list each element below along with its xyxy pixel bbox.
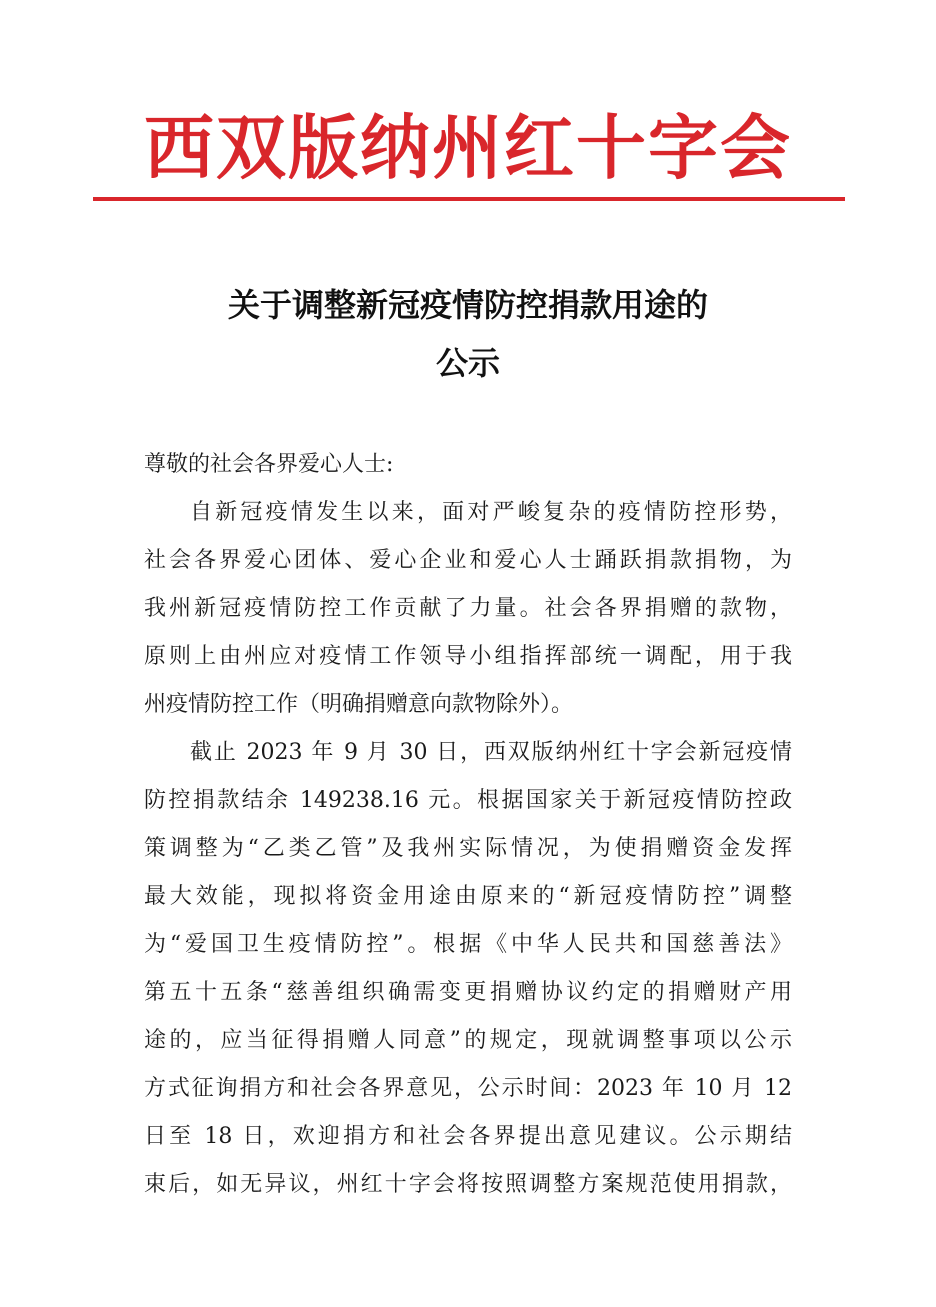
paragraph-2-line-8: 方式征询捐方和社会各界意见，公示时间：2023 年 10 月 12 <box>144 1076 792 1101</box>
paragraph-2-line-9: 日至 18 日，欢迎捐方和社会各界提出意见建议。公示期结 <box>144 1124 792 1149</box>
paragraph-2-line-10: 束后，如无异议，州红十字会将按照调整方案规范使用捐款， <box>144 1172 792 1197</box>
paragraph-2-line-5: 为“爱国卫生疫情防控”。根据《中华人民共和国慈善法》 <box>144 932 792 957</box>
letterhead-red-rule <box>93 197 845 201</box>
paragraph-2-line-7: 途的，应当征得捐赠人同意”的规定，现就调整事项以公示 <box>144 1028 792 1053</box>
paragraph-1-line-4: 原则上由州应对疫情工作领导小组指挥部统一调配，用于我 <box>144 644 792 669</box>
paragraph-1-line-5: 州疫情防控工作（明确捐赠意向款物除外）。 <box>144 692 574 717</box>
letterhead-title: 西双版纳州红十字会 <box>144 106 792 189</box>
paragraph-1-line-1: 自新冠疫情发生以来，面对严峻复杂的疫情防控形势， <box>190 500 792 525</box>
paragraph-1-line-3: 我州新冠疫情防控工作贡献了力量。社会各界捐赠的款物， <box>144 596 792 621</box>
paragraph-2-line-2: 防控捐款结余 149238.16 元。根据国家关于新冠疫情防控政 <box>144 788 792 813</box>
notice-title-line-1: 关于调整新冠疫情防控捐款用途的 <box>227 286 708 324</box>
paragraph-1-line-2: 社会各界爱心团体、爱心企业和爱心人士踊跃捐款捐物，为 <box>144 548 792 573</box>
paragraph-2-line-6: 第五十五条“慈善组织确需变更捐赠协议约定的捐赠财产用 <box>144 980 792 1005</box>
paragraph-2-line-1: 截止 2023 年 9 月 30 日，西双版纳州红十字会新冠疫情 <box>190 740 792 765</box>
paragraph-2-line-4: 最大效能，现拟将资金用途由原来的“新冠疫情防控”调整 <box>144 884 792 909</box>
notice-title-line-2: 公示 <box>435 344 500 382</box>
paragraph-2-line-3: 策调整为“乙类乙管”及我州实际情况，为使捐赠资金发挥 <box>144 836 792 861</box>
salutation: 尊敬的社会各界爱心人士: <box>144 452 394 477</box>
